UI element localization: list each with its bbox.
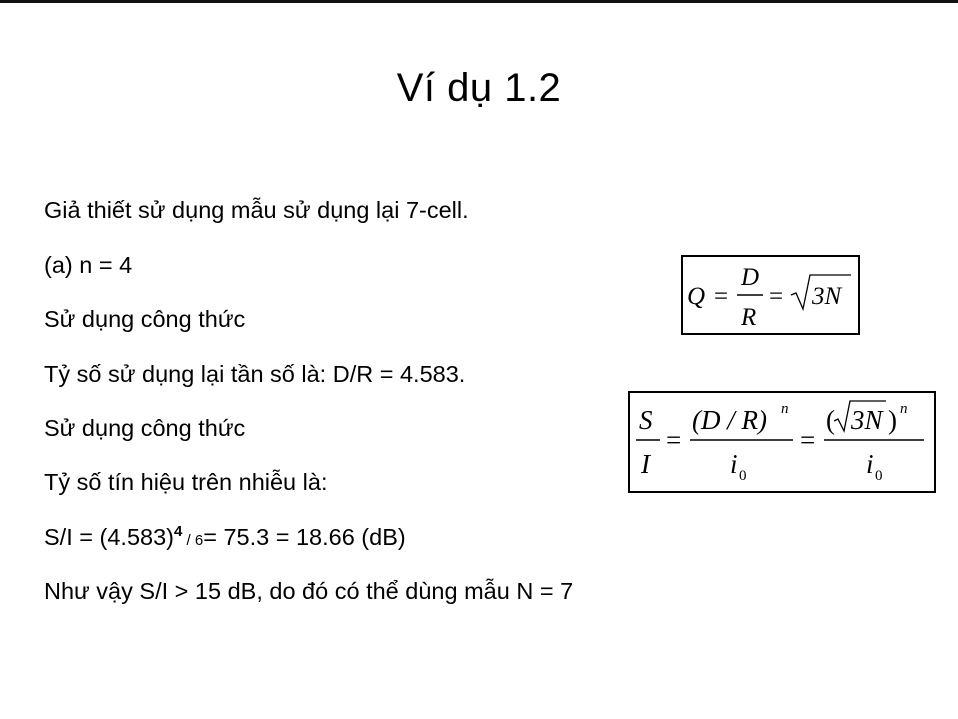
text-line-use-formula-1: Sử dụng công thức [44, 306, 246, 332]
slide-title: Ví dụ 1.2 [396, 66, 562, 110]
sir-calc-result: = 75.3 = 18.66 (dB) [203, 524, 406, 550]
formula2-eq2: = [800, 425, 816, 455]
formula1-r: R [741, 304, 757, 331]
formula2-s: S [639, 405, 653, 435]
formula1-eq2: = [769, 283, 784, 310]
formula-reuse-ratio-svg [683, 257, 858, 333]
text-line-sir-label: Tỷ số tín hiệu trên nhiễu là: [44, 469, 328, 495]
sir-calc-base: S/I = (4.583) [44, 524, 174, 550]
formula-signal-to-interference [628, 391, 936, 493]
formula2-den1-sub: 0 [739, 468, 747, 484]
formula2-den2-i: i [866, 449, 874, 479]
top-border [0, 0, 958, 3]
formula2-exp1: n [781, 401, 789, 417]
formula2-num1: (D / R) [692, 405, 767, 435]
text-line-reuse-ratio: Tỷ số sử dụng lại tần số là: D/R = 4.583. [44, 361, 466, 387]
formula1-eq1: = [714, 283, 729, 310]
formula2-den2-sub: 0 [875, 468, 883, 484]
formula2-num2-open: ( [826, 405, 835, 435]
formula2-i: I [641, 449, 650, 479]
sir-calc-exponent: 4 [173, 523, 183, 540]
formula1-q: Q [687, 283, 706, 310]
formula-reuse-ratio [681, 255, 860, 335]
text-line-part-a: (a) n = 4 [44, 252, 133, 278]
formula2-num2-close: ) [888, 405, 897, 435]
formula2-exp2: n [900, 401, 908, 417]
text-line-use-formula-2: Sử dụng công thức [44, 415, 246, 441]
text-line-conclusion: Như vậy S/I > 15 dB, do đó có thể dùng mẫu N = 7 [44, 578, 574, 604]
formula2-eq1: = [666, 425, 682, 455]
formula1-d: D [741, 264, 760, 291]
sir-calc-divisor: / 6 [182, 532, 204, 549]
formula2-num2-radicand: 3N [851, 405, 883, 435]
formula-signal-to-interference-svg [630, 393, 934, 491]
formula2-den1-i: i [730, 449, 738, 479]
text-line-sir-calc [44, 524, 406, 551]
formula1-radicand: 3N [812, 283, 842, 310]
text-line-assumption: Giả thiết sử dụng mẫu sử dụng lại 7-cell. [44, 197, 469, 223]
